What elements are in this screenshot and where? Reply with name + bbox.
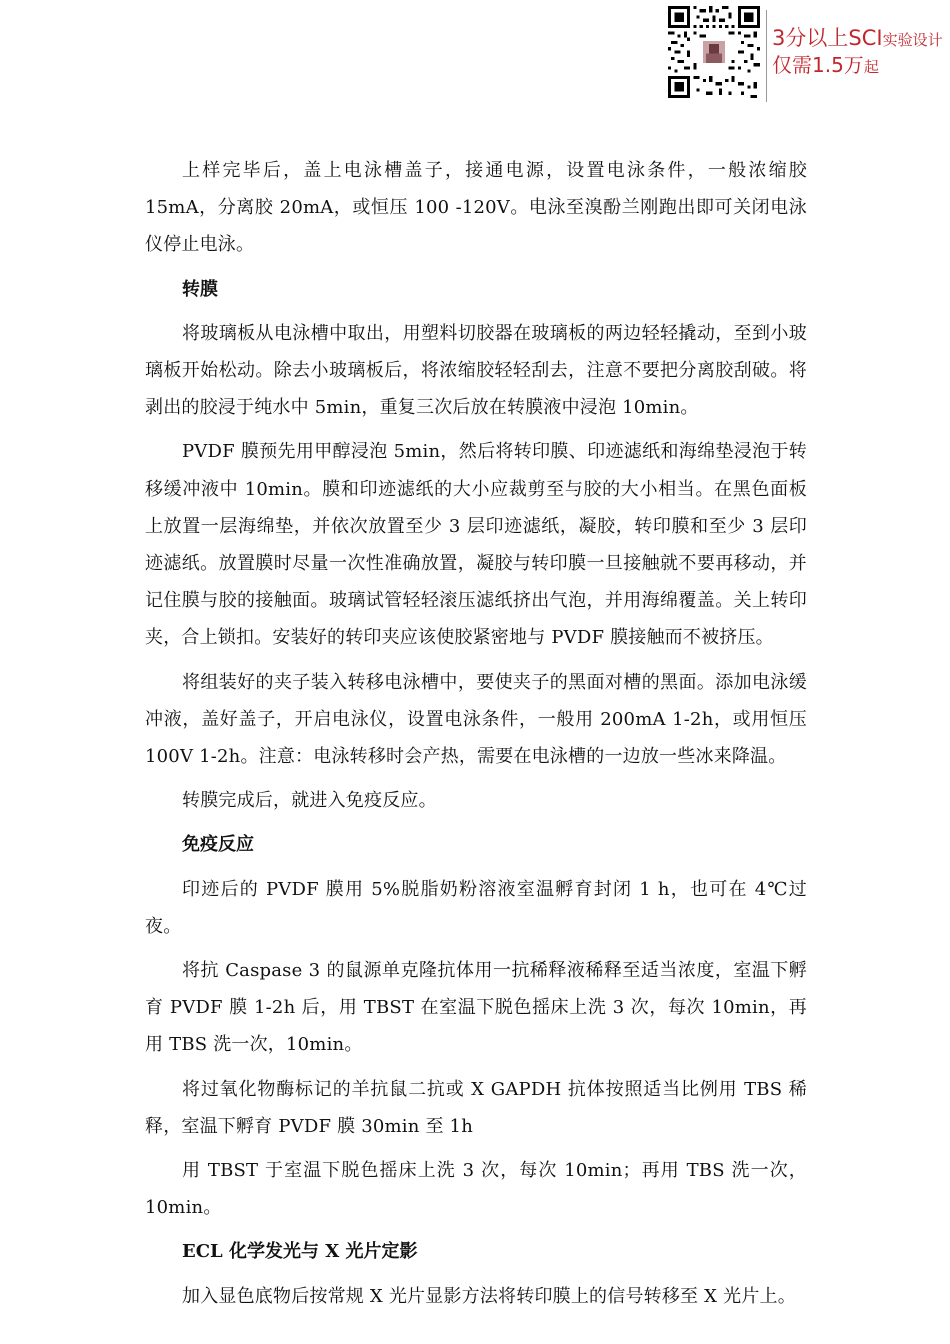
header-divider (766, 10, 767, 102)
paragraph-development: 加入显色底物后按常规 X 光片显影方法将转印膜上的信号转移至 X 光片上。 (182, 1285, 796, 1307)
promo-line-2-main: 仅需1.5万 (772, 53, 864, 78)
paragraph-wash: 用 TBST 于室温下脱色摇床上洗 3 次，每次 10min；再用 TBS 洗一次，10min。 (145, 1160, 807, 1219)
promo-line-1 (772, 26, 943, 50)
paragraph-electrophoresis: 上样完毕后，盖上电泳槽盖子，接通电源，设置电泳条件，一般浓缩胶 15mA，分离胶 20mA，或恒压 100 -120V。电泳至溴酚兰刚跑出即可关闭电泳仪停止电泳。 (145, 160, 807, 256)
heading-transfer: 转膜 (182, 278, 218, 300)
promo-line-2 (772, 54, 943, 77)
promo-line-2-small: 起 (863, 58, 879, 77)
heading-immunoreaction: 免疫反应 (182, 834, 254, 856)
paragraph-blocking: 印迹后的 PVDF 膜用 5%脱脂奶粉溶液室温孵育封闭 1 h，也可在 4℃过夜。 (145, 878, 807, 937)
paragraph-secondary-antibody: 将过氧化物酶标记的羊抗鼠二抗或 X GAPDH 抗体按照适当比例用 TBS 稀释，室温下孵育 PVDF 膜 30min 至 1h (145, 1078, 807, 1137)
paragraph-membrane-sandwich: PVDF 膜预先用甲醇浸泡 5min，然后将转印膜、印迹滤纸和海绵垫浸泡于转移缓冲液中 10min。膜和印迹滤纸的大小应裁剪至与胶的大小相当。在黑色面板上放置一层海绵垫，并依次放置至少 3 层印迹滤纸，凝胶，转印膜和至少 3 层印迹滤纸。放置膜时尽量一次性准确放置，凝胶与转印膜一旦接触就不要再移动，并记住膜与胶的接触面。玻璃试管轻轻滚压滤纸挤出气泡，并用海绵覆盖。关上转印夹，合上锁扣。安装好的转印夹应该使胶紧密地与 PVDF 膜接触而不被挤压。 (145, 441, 807, 649)
paragraph-transfer-conditions: 将组装好的夹子装入转移电泳槽中，要使夹子的黑面对槽的黑面。添加电泳缓冲液，盖好盖子，开启电泳仪，设置电泳条件，一般用 200mA 1-2h，或用恒压 100V 1-2h。注意：电泳转移时会产热，需要在电泳槽的一边放一些冰来降温。 (145, 671, 807, 768)
qr-code-icon (668, 6, 760, 98)
promo-line-1-small: 实验设计 (882, 31, 943, 49)
document-body (145, 152, 807, 1322)
page-header (668, 6, 950, 98)
paragraph-transfer-complete: 转膜完成后，就进入免疫反应。 (182, 790, 437, 812)
promo-line-1-main: 3分以上SCI (772, 26, 883, 50)
promo-banner (772, 26, 943, 77)
paragraph-gel-removal: 将玻璃板从电泳槽中取出，用塑料切胶器在玻璃板的两边轻轻撬动，至到小玻璃板开始松动。除去小玻璃板后，将浓缩胶轻轻刮去，注意不要把分离胶刮破。将剥出的胶浸于纯水中 5min，重复三次后放在转膜液中浸泡 10min。 (145, 322, 807, 419)
paragraph-primary-antibody: 将抗 Caspase 3 的鼠源单克隆抗体用一抗稀释液稀释至适当浓度，室温下孵育 PVDF 膜 1-2h 后，用 TBST 在室温下脱色摇床上洗 3 次，每次 10min，再用 TBS 洗一次，10min。 (145, 960, 807, 1056)
heading-ecl: ECL 化学发光与 X 光片定影 (182, 1241, 418, 1263)
